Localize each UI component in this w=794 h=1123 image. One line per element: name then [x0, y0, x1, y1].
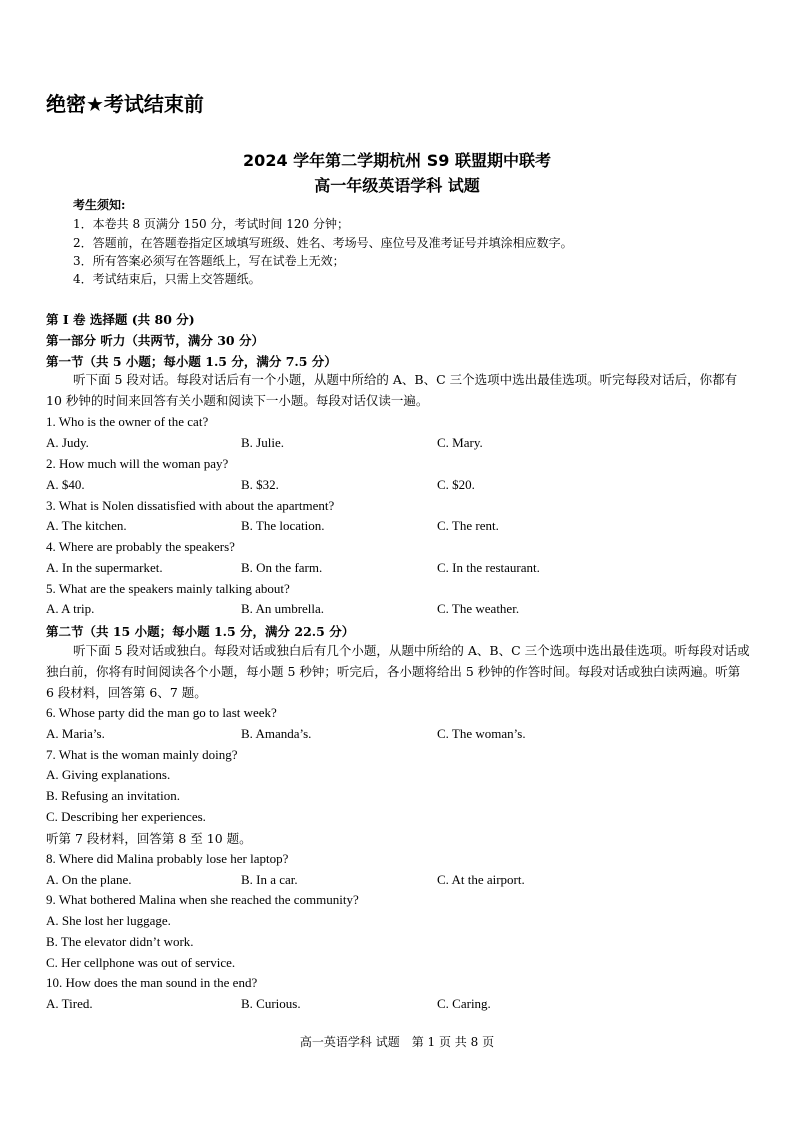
option-c: C. Her cellphone was out of service. — [46, 955, 236, 970]
option-c: C. The weather. — [437, 601, 520, 616]
option-a: A. On the plane. — [46, 872, 132, 887]
option-a: A. A trip. — [46, 601, 95, 616]
option-c: C. Caring. — [437, 996, 491, 1011]
question-text: 2. How much will the woman pay? — [46, 456, 229, 471]
section2-instructions: 听下面 5 段对话或独白。每段对话或独白后有几个小题，从题中所给的 A、B、C 三个选项中选出最佳选项。听每段对话或独白前，你将有时间阅读各个小题，每小题 5 秒钟；听完后，各小题将给出 5 秒钟的作答时间。每段对话或独白读两遍。听第 6 段材料，回答第 6、7 题。 — [46, 643, 750, 700]
option-b: B. Amanda’s. — [241, 726, 312, 741]
question-text: 3. What is Nolen dissatisfied with about the apartment? — [46, 498, 335, 513]
option-b: B. In a car. — [241, 872, 298, 887]
option-a: A. She lost her luggage. — [46, 913, 171, 928]
option-b: B. On the farm. — [241, 560, 323, 575]
page-footer: 高一英语学科 试题 第 1 页 共 8 页 — [299, 1035, 495, 1049]
part-heading: 第一部分 听力（共两节，满分 30 分） — [46, 333, 264, 348]
question-text: 5. What are the speakers mainly talking about? — [46, 581, 290, 596]
option-a: A. The kitchen. — [46, 518, 127, 533]
question-text: 9. What bothered Malina when she reached the community? — [46, 892, 359, 907]
option-a: A. Maria’s. — [46, 726, 105, 741]
question-text: 7. What is the woman mainly doing? — [46, 747, 238, 762]
option-c: C. The rent. — [437, 518, 499, 533]
notice-heading: 考生须知: — [73, 198, 126, 212]
option-a: A. Tired. — [46, 996, 93, 1011]
option-b: B. The elevator didn’t work. — [46, 934, 194, 949]
option-a: A. Giving explanations. — [46, 767, 171, 782]
option-b: B. Julie. — [241, 435, 284, 450]
option-b: B. $32. — [241, 477, 279, 492]
question-text: 8. Where did Malina probably lose her laptop? — [46, 851, 289, 866]
option-a: A. In the supermarket. — [46, 560, 163, 575]
option-c: C. In the restaurant. — [437, 560, 540, 575]
option-c: C. Describing her experiences. — [46, 809, 206, 824]
question-text: 1. Who is the owner of the cat? — [46, 414, 209, 429]
option-c: C. Mary. — [437, 435, 483, 450]
option-c: C. $20. — [437, 477, 475, 492]
notice-item: 3．所有答案必须写在答题纸上，写在试卷上无效； — [73, 254, 345, 268]
exam-subtitle: 高一年级英语学科 试题 — [314, 176, 480, 195]
option-a: A. $40. — [46, 477, 85, 492]
volume-heading: 第 I 卷 选择题 (共 80 分) — [46, 312, 195, 327]
question-text: 4. Where are probably the speakers? — [46, 539, 235, 554]
notice-item: 4．考试结束后，只需上交答题纸。 — [73, 272, 261, 286]
option-c: C. At the airport. — [437, 872, 525, 887]
notice-item: 1．本卷共 8 页满分 150 分，考试时间 120 分钟； — [73, 217, 349, 231]
section1-instructions: 听下面 5 段对话。每段对话后有一个小题，从题中所给的 A、B、C 三个选项中选出最佳选项。听完每段对话后，你都有 10 秒钟的时间来回答有关小题和阅读下一小题。每段对话仅读一遍。 — [46, 372, 738, 408]
option-a: A. Judy. — [46, 435, 89, 450]
option-b: B. Curious. — [241, 996, 301, 1011]
option-b: B. An umbrella. — [241, 601, 325, 616]
section1-heading: 第一节（共 5 小题；每小题 1.5 分，满分 7.5 分） — [46, 354, 337, 369]
material-note: 听第 7 段材料，回答第 8 至 10 题。 — [46, 831, 252, 846]
option-b: B. The location. — [241, 518, 325, 533]
notice-item: 2．答题前，在答题卷指定区域填写班级、姓名、考场号、座位号及准考证号并填涂相应数字。 — [73, 236, 573, 250]
section2-heading: 第二节（共 15 小题；每小题 1.5 分，满分 22.5 分） — [46, 624, 355, 639]
option-c: C. The woman’s. — [437, 726, 526, 741]
confidential-label: 绝密★考试结束前 — [46, 92, 204, 116]
question-text: 6. Whose party did the man go to last week? — [46, 705, 277, 720]
exam-title: 2024 学年第二学期杭州 S9 联盟期中联考 — [243, 151, 551, 170]
option-b: B. Refusing an invitation. — [46, 788, 180, 803]
question-text: 10. How does the man sound in the end? — [46, 975, 258, 990]
